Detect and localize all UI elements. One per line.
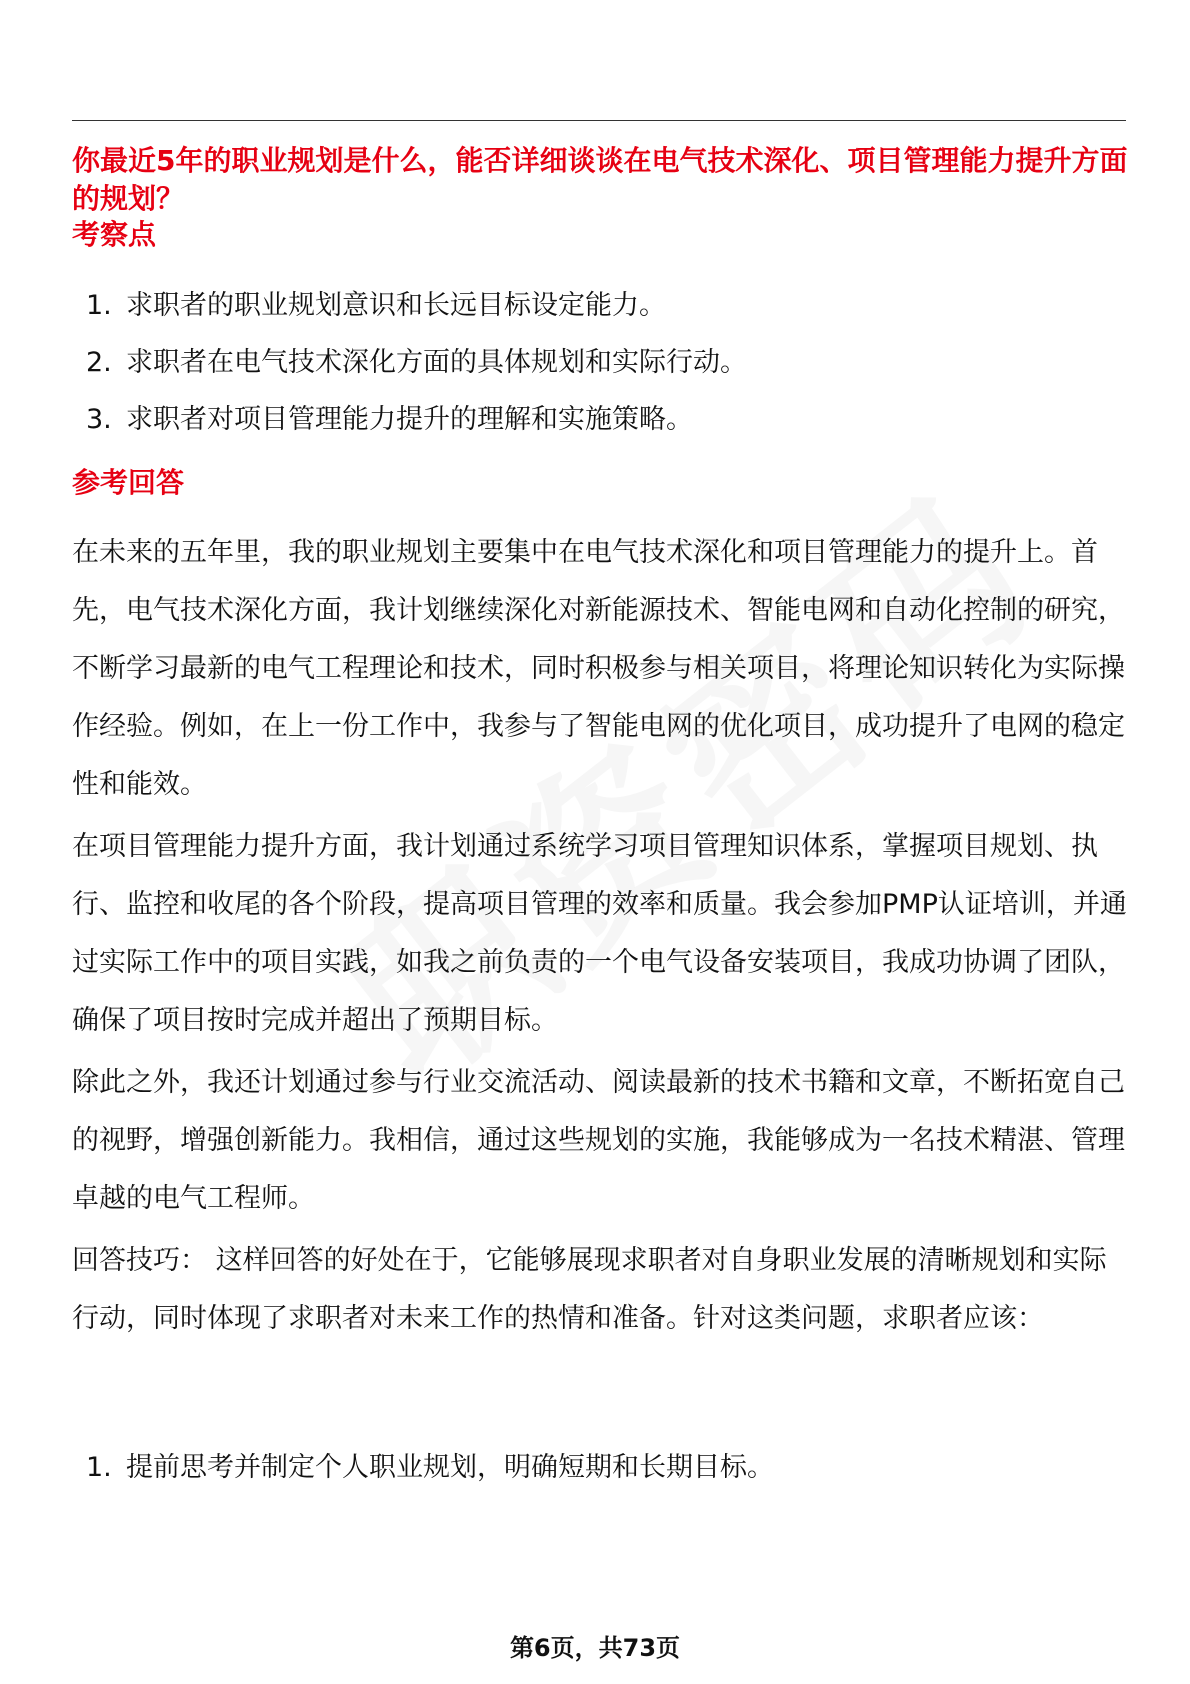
focus-list xyxy=(86,286,1126,457)
list-text: 求职者的职业规划意识和长远目标设定能力。 xyxy=(126,290,666,321)
page-footer: 第6页，共73页 xyxy=(509,1634,681,1662)
list-item xyxy=(86,400,1126,457)
answer-paragraph: 在未来的五年里，我的职业规划主要集中在电气技术深化和项目管理能力的提升上。首先，电气技术深化方面，我计划继续深化对新能源技术、智能电网和自动化控制的研究，不断学习最新的电气工程理论和技术，同时积极参与相关项目，将理论知识转化为实际操作经验。例如，在上一份工作中，我参与了智能电网的优化项目，成功提升了电网的稳定性和能效。 xyxy=(72,537,1125,800)
tips-list xyxy=(86,1448,1126,1505)
list-text: 求职者对项目管理能力提升的理解和实施策略。 xyxy=(126,404,693,435)
top-divider xyxy=(72,120,1126,121)
list-item xyxy=(86,343,1126,400)
question-heading: 你最近5年的职业规划是什么，能否详细谈谈在电气技术深化、项目管理能力提升方面的规划？ xyxy=(72,144,1128,215)
answer-paragraph: 在项目管理能力提升方面，我计划通过系统学习项目管理知识体系，掌握项目规划、执行、监控和收尾的各个阶段，提高项目管理的效率和质量。我会参加PMP认证培训，并通过实际工作中的项目实践，如我之前负责的一个电气设备安装项目，我成功协调了团队，确保了项目按时完成并超出了预期目标。 xyxy=(72,831,1127,1036)
answer-paragraph: 除此之外，我还计划通过参与行业交流活动、阅读最新的技术书籍和文章，不断拓宽自己的视野，增强创新能力。我相信，通过这些规划的实施，我能够成为一名技术精湛、管理卓越的电气工程师。 xyxy=(72,1067,1125,1214)
list-text: 求职者在电气技术深化方面的具体规划和实际行动。 xyxy=(126,347,747,378)
list-number: 3. xyxy=(86,404,112,435)
list-item xyxy=(86,286,1126,343)
tips-paragraph: 回答技巧： 这样回答的好处在于，它能够展现求职者对自身职业发展的清晰规划和实际行动，同时体现了求职者对未来工作的热情和准备。针对这类问题，求职者应该： xyxy=(72,1245,1107,1334)
list-number: 1. xyxy=(86,1452,112,1483)
focus-section-title: 考察点 xyxy=(72,218,157,251)
list-item xyxy=(86,1448,1126,1505)
list-text: 提前思考并制定个人职业规划，明确短期和长期目标。 xyxy=(126,1452,774,1483)
list-number: 2. xyxy=(86,347,112,378)
answer-section-title: 参考回答 xyxy=(72,466,185,499)
list-number: 1. xyxy=(86,290,112,321)
